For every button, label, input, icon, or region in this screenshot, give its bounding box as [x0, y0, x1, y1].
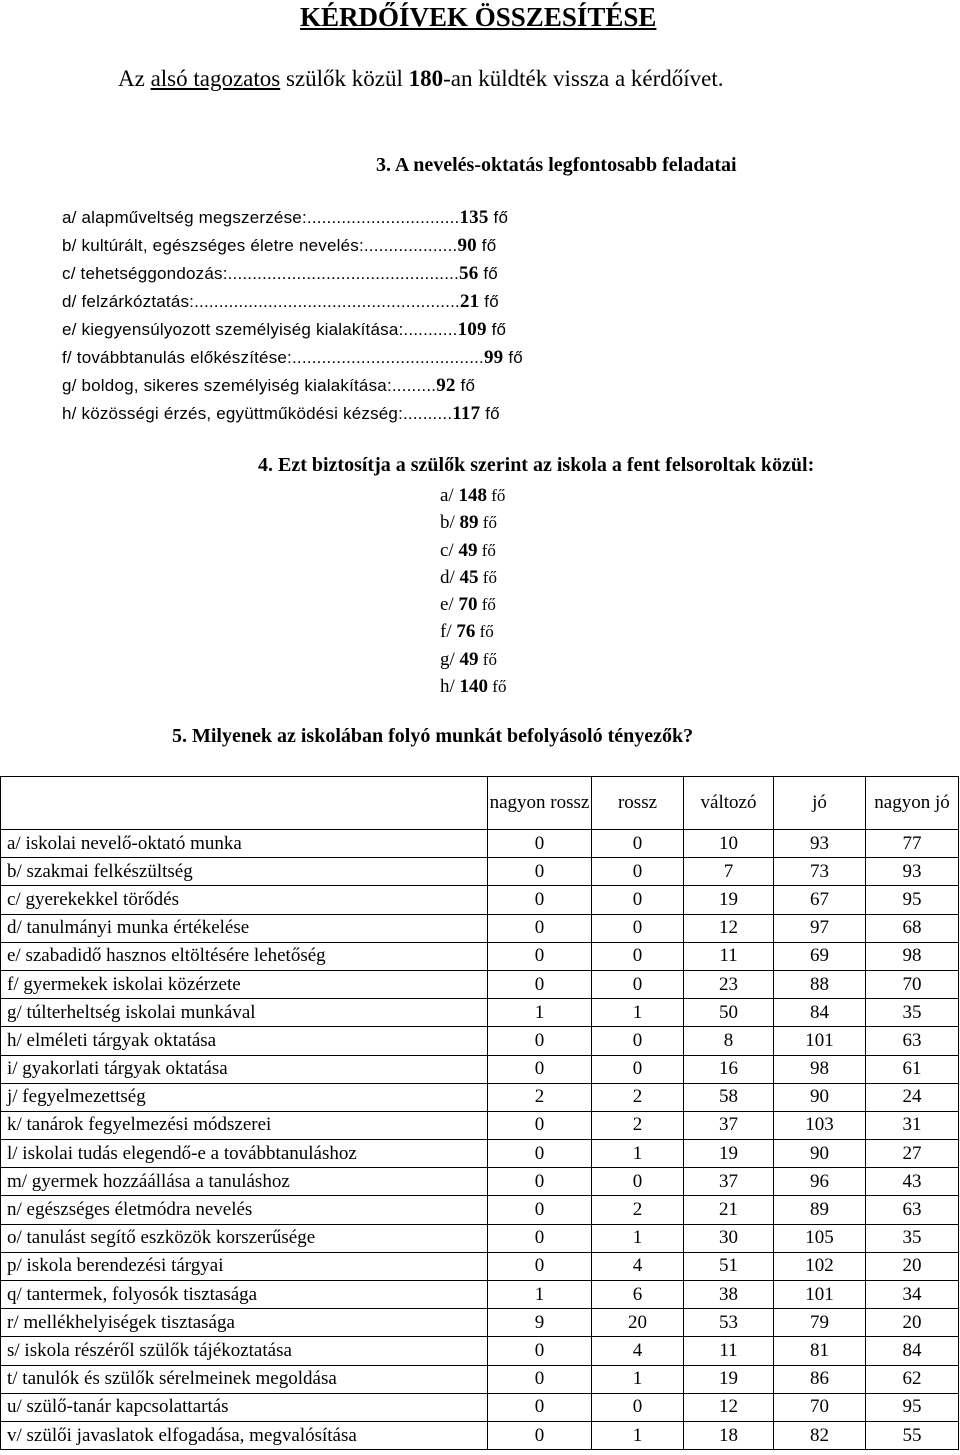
row-value: 81 — [774, 1337, 866, 1365]
row-value: 68 — [866, 914, 959, 942]
answer-item — [440, 564, 506, 591]
row-label: h/ elméleti tárgyak oktatása — [1, 1027, 488, 1055]
row-value: 1 — [592, 1421, 684, 1449]
row-value: 69 — [774, 942, 866, 970]
task-unit: fő — [478, 264, 498, 283]
row-value: 89 — [774, 1196, 866, 1224]
task-label: b/ kultúrált, egészséges életre nevelés:................... — [62, 236, 458, 255]
task-count: 92 — [436, 375, 456, 396]
row-value: 88 — [774, 970, 866, 998]
row-value: 97 — [774, 914, 866, 942]
row-label: v/ szülői javaslatok elfogadása, megvalósítása — [1, 1421, 488, 1449]
table-row — [1, 858, 959, 886]
intro-suffix: -an küldték vissza a kérdőívet. — [443, 66, 724, 91]
task-count: 56 — [459, 263, 479, 284]
task-item — [62, 400, 523, 428]
row-value: 37 — [684, 1168, 774, 1196]
table-row — [1, 942, 959, 970]
intro-count: 180 — [408, 66, 444, 91]
row-value: 16 — [684, 1055, 774, 1083]
row-value: 35 — [866, 999, 959, 1027]
task-unit: fő — [455, 376, 476, 395]
row-value: 102 — [774, 1252, 866, 1280]
factors-table — [0, 776, 959, 1450]
row-value: 1 — [488, 999, 592, 1027]
row-label: k/ tanárok fegyelmezési módszerei — [1, 1111, 488, 1139]
task-count: 90 — [457, 235, 477, 256]
table-row — [1, 999, 959, 1027]
table-row — [1, 1309, 959, 1337]
row-value: 4 — [592, 1252, 684, 1280]
row-value: 9 — [488, 1309, 592, 1337]
answer-count: 76 — [456, 621, 476, 643]
row-value: 20 — [866, 1252, 959, 1280]
task-unit: fő — [488, 208, 509, 227]
row-value: 63 — [866, 1196, 959, 1224]
row-value: 55 — [866, 1421, 959, 1449]
intro-middle: szülők közül — [280, 66, 409, 91]
answer-count: 49 — [459, 648, 479, 670]
table-row — [1, 1337, 959, 1365]
table-row — [1, 1252, 959, 1280]
table-header-row — [1, 777, 959, 830]
table-row — [1, 1083, 959, 1111]
task-count: 135 — [459, 207, 489, 228]
row-value: 101 — [774, 1027, 866, 1055]
task-label: e/ kiegyensúlyozott személyiség kialakítása:........... — [62, 320, 458, 339]
section4-heading: 4. Ezt biztosítja a szülők szerint az iskola a fent felsoroltak közül: — [258, 454, 815, 476]
row-label: a/ iskolai nevelő-oktató munka — [1, 830, 488, 858]
row-value: 1 — [488, 1281, 592, 1309]
row-value: 0 — [488, 1055, 592, 1083]
row-value: 0 — [488, 914, 592, 942]
row-label: j/ fegyelmezettség — [1, 1083, 488, 1111]
row-label: s/ iskola részéről szülők tájékoztatása — [1, 1337, 488, 1365]
answer-item — [440, 482, 506, 509]
task-count: 117 — [452, 403, 481, 424]
table-row — [1, 886, 959, 914]
task-unit: fő — [503, 348, 523, 367]
row-value: 84 — [774, 999, 866, 1027]
row-label: p/ iskola berendezési tárgyai — [1, 1252, 488, 1280]
answer-count: 89 — [459, 512, 479, 534]
answer-unit: fő — [488, 677, 507, 697]
row-value: 62 — [866, 1365, 959, 1393]
row-value: 8 — [684, 1027, 774, 1055]
row-value: 18 — [684, 1421, 774, 1449]
row-value: 70 — [774, 1393, 866, 1421]
row-label: l/ iskolai tudás elegendő-e a továbbtanuláshoz — [1, 1140, 488, 1168]
task-label: f/ továbbtanulás előkészítése:....................................... — [62, 348, 484, 367]
row-value: 19 — [684, 886, 774, 914]
table-row — [1, 1111, 959, 1139]
task-unit: fő — [476, 236, 497, 255]
row-value: 0 — [488, 1224, 592, 1252]
row-value: 0 — [592, 1393, 684, 1421]
row-value: 73 — [774, 858, 866, 886]
row-value: 95 — [866, 1393, 959, 1421]
row-value: 2 — [592, 1111, 684, 1139]
table-row — [1, 830, 959, 858]
answer-label: e/ — [440, 594, 459, 616]
row-value: 0 — [488, 970, 592, 998]
table-row — [1, 970, 959, 998]
task-count: 109 — [457, 319, 487, 340]
section3-list — [62, 204, 523, 428]
row-value: 38 — [684, 1281, 774, 1309]
row-value: 0 — [488, 1421, 592, 1449]
row-value: 27 — [866, 1140, 959, 1168]
row-label: g/ túlterheltség iskolai munkával — [1, 999, 488, 1027]
row-value: 67 — [774, 886, 866, 914]
row-label: b/ szakmai felkészültség — [1, 858, 488, 886]
table-row — [1, 1393, 959, 1421]
row-value: 0 — [488, 1196, 592, 1224]
row-value: 0 — [488, 1140, 592, 1168]
task-item — [62, 344, 523, 372]
row-label: e/ szabadidő hasznos eltöltésére lehetőség — [1, 942, 488, 970]
row-value: 20 — [592, 1309, 684, 1337]
answer-unit: fő — [477, 595, 496, 615]
table-row — [1, 1196, 959, 1224]
answer-label: g/ — [440, 648, 460, 670]
table-row — [1, 1224, 959, 1252]
task-count: 99 — [483, 347, 504, 368]
row-value: 61 — [866, 1055, 959, 1083]
row-value: 0 — [592, 1168, 684, 1196]
row-value: 4 — [592, 1337, 684, 1365]
row-label: u/ szülő-tanár kapcsolattartás — [1, 1393, 488, 1421]
row-label: c/ gyerekekkel törődés — [1, 886, 488, 914]
task-label: d/ felzárkóztatás:...................................................... — [62, 292, 460, 311]
row-value: 79 — [774, 1309, 866, 1337]
row-value: 0 — [488, 1393, 592, 1421]
table-row — [1, 1027, 959, 1055]
column-header: változó — [684, 777, 774, 830]
row-label: q/ tantermek, folyosók tisztasága — [1, 1281, 488, 1309]
task-unit: fő — [486, 320, 507, 339]
answer-label: c/ — [440, 539, 459, 561]
row-value: 93 — [774, 830, 866, 858]
row-value: 0 — [592, 942, 684, 970]
row-value: 1 — [592, 999, 684, 1027]
row-value: 95 — [866, 886, 959, 914]
answer-item — [440, 618, 506, 645]
task-label: g/ boldog, sikeres személyiség kialakítása:......... — [62, 376, 437, 395]
task-label: c/ tehetséggondozás:............................................... — [62, 264, 460, 283]
row-value: 2 — [488, 1083, 592, 1111]
column-header: rossz — [592, 777, 684, 830]
row-value: 63 — [866, 1027, 959, 1055]
answer-count: 140 — [459, 676, 489, 698]
answer-count: 70 — [458, 594, 478, 616]
section4-list — [440, 482, 506, 700]
answer-count: 148 — [458, 485, 487, 506]
answer-item — [440, 646, 506, 673]
row-value: 0 — [488, 1337, 592, 1365]
row-label: m/ gyermek hozzáállása a tanuláshoz — [1, 1168, 488, 1196]
task-unit: fő — [480, 404, 500, 423]
row-value: 0 — [488, 830, 592, 858]
row-value: 1 — [592, 1365, 684, 1393]
task-item — [62, 232, 523, 260]
row-value: 90 — [774, 1083, 866, 1111]
row-value: 37 — [684, 1111, 774, 1139]
table-row — [1, 914, 959, 942]
row-value: 101 — [774, 1281, 866, 1309]
row-value: 0 — [488, 1252, 592, 1280]
task-count: 21 — [459, 291, 480, 312]
row-value: 0 — [592, 830, 684, 858]
answer-item — [440, 673, 506, 700]
row-value: 86 — [774, 1365, 866, 1393]
task-label: h/ közösségi érzés, együttműködési kézség:.......... — [62, 404, 453, 423]
answer-item — [440, 537, 506, 564]
table-row — [1, 1365, 959, 1393]
row-value: 50 — [684, 999, 774, 1027]
row-value: 0 — [592, 914, 684, 942]
row-value: 0 — [592, 970, 684, 998]
row-label: r/ mellékhelyiségek tisztasága — [1, 1309, 488, 1337]
row-value: 23 — [684, 970, 774, 998]
row-value: 7 — [684, 858, 774, 886]
column-header: nagyon jó — [866, 777, 959, 830]
table-row — [1, 1055, 959, 1083]
row-value: 84 — [866, 1337, 959, 1365]
answer-item — [440, 509, 506, 536]
row-value: 12 — [684, 914, 774, 942]
column-header: jó — [774, 777, 866, 830]
intro-underlined: alsó tagozatos — [150, 66, 281, 91]
task-unit: fő — [479, 292, 499, 311]
row-value: 1 — [592, 1224, 684, 1252]
row-value: 0 — [488, 1027, 592, 1055]
row-value: 30 — [684, 1224, 774, 1252]
task-item — [62, 288, 523, 316]
row-value: 0 — [488, 1111, 592, 1139]
answer-unit: fő — [478, 513, 497, 533]
row-value: 2 — [592, 1083, 684, 1111]
row-value: 93 — [866, 858, 959, 886]
task-label: a/ alapműveltség megszerzése:............................... — [62, 208, 460, 227]
row-label: n/ egészséges életmódra nevelés — [1, 1196, 488, 1224]
row-value: 34 — [866, 1281, 959, 1309]
row-value: 77 — [866, 830, 959, 858]
row-value: 10 — [684, 830, 774, 858]
row-value: 105 — [774, 1224, 866, 1252]
row-label: t/ tanulók és szülők sérelmeinek megoldása — [1, 1365, 488, 1393]
task-item — [62, 204, 523, 232]
row-value: 35 — [866, 1224, 959, 1252]
table-body — [1, 830, 959, 1450]
answer-unit: fő — [475, 622, 494, 642]
section5-heading: 5. Milyenek az iskolában folyó munkát befolyásoló tényezők? — [172, 725, 694, 747]
row-label: i/ gyakorlati tárgyak oktatása — [1, 1055, 488, 1083]
row-value: 21 — [684, 1196, 774, 1224]
answer-item — [440, 591, 506, 618]
row-value: 0 — [592, 858, 684, 886]
header-label-cell — [1, 777, 488, 830]
answer-unit: fő — [478, 649, 497, 669]
document-title: KÉRDŐÍVEK ÖSSZESÍTÉSE — [300, 2, 657, 32]
row-value: 98 — [866, 942, 959, 970]
row-value: 82 — [774, 1421, 866, 1449]
row-value: 11 — [684, 942, 774, 970]
row-value: 90 — [774, 1140, 866, 1168]
row-value: 0 — [488, 1168, 592, 1196]
row-value: 0 — [488, 942, 592, 970]
answer-label: h/ — [440, 676, 460, 698]
task-item — [62, 316, 523, 344]
intro-prefix: Az — [118, 66, 151, 91]
row-value: 0 — [592, 1027, 684, 1055]
answer-unit: fő — [478, 567, 497, 587]
answer-label: b/ — [440, 512, 460, 534]
row-value: 43 — [866, 1168, 959, 1196]
row-value: 58 — [684, 1083, 774, 1111]
answer-label: a/ — [440, 485, 459, 506]
row-value: 31 — [866, 1111, 959, 1139]
answer-unit: fő — [477, 540, 496, 560]
row-label: o/ tanulást segítő eszközök korszerűsége — [1, 1224, 488, 1252]
intro-line — [118, 66, 724, 92]
row-label: f/ gyermekek iskolai közérzete — [1, 970, 488, 998]
row-value: 19 — [684, 1365, 774, 1393]
row-value: 6 — [592, 1281, 684, 1309]
row-value: 20 — [866, 1309, 959, 1337]
row-value: 51 — [684, 1252, 774, 1280]
row-value: 0 — [592, 886, 684, 914]
row-value: 11 — [684, 1337, 774, 1365]
answer-unit: fő — [486, 486, 506, 505]
row-value: 53 — [684, 1309, 774, 1337]
column-header: nagyon rossz — [488, 777, 592, 830]
row-value: 24 — [866, 1083, 959, 1111]
row-value: 0 — [488, 886, 592, 914]
row-value: 0 — [488, 858, 592, 886]
row-value: 70 — [866, 970, 959, 998]
row-value: 98 — [774, 1055, 866, 1083]
row-value: 96 — [774, 1168, 866, 1196]
row-value: 19 — [684, 1140, 774, 1168]
row-value: 1 — [592, 1140, 684, 1168]
row-value: 0 — [592, 1055, 684, 1083]
table-row — [1, 1168, 959, 1196]
row-label: d/ tanulmányi munka értékelése — [1, 914, 488, 942]
task-item — [62, 260, 523, 288]
answer-label: d/ — [440, 566, 460, 588]
table-row — [1, 1281, 959, 1309]
table-row — [1, 1421, 959, 1449]
answer-count: 49 — [458, 539, 478, 561]
answer-count: 45 — [459, 566, 479, 588]
row-value: 12 — [684, 1393, 774, 1421]
row-value: 2 — [592, 1196, 684, 1224]
table-row — [1, 1140, 959, 1168]
answer-label: f/ — [440, 621, 457, 643]
row-value: 0 — [488, 1365, 592, 1393]
task-item — [62, 372, 523, 400]
section3-heading: 3. A nevelés-oktatás legfontosabb feladatai — [376, 154, 737, 176]
row-value: 103 — [774, 1111, 866, 1139]
